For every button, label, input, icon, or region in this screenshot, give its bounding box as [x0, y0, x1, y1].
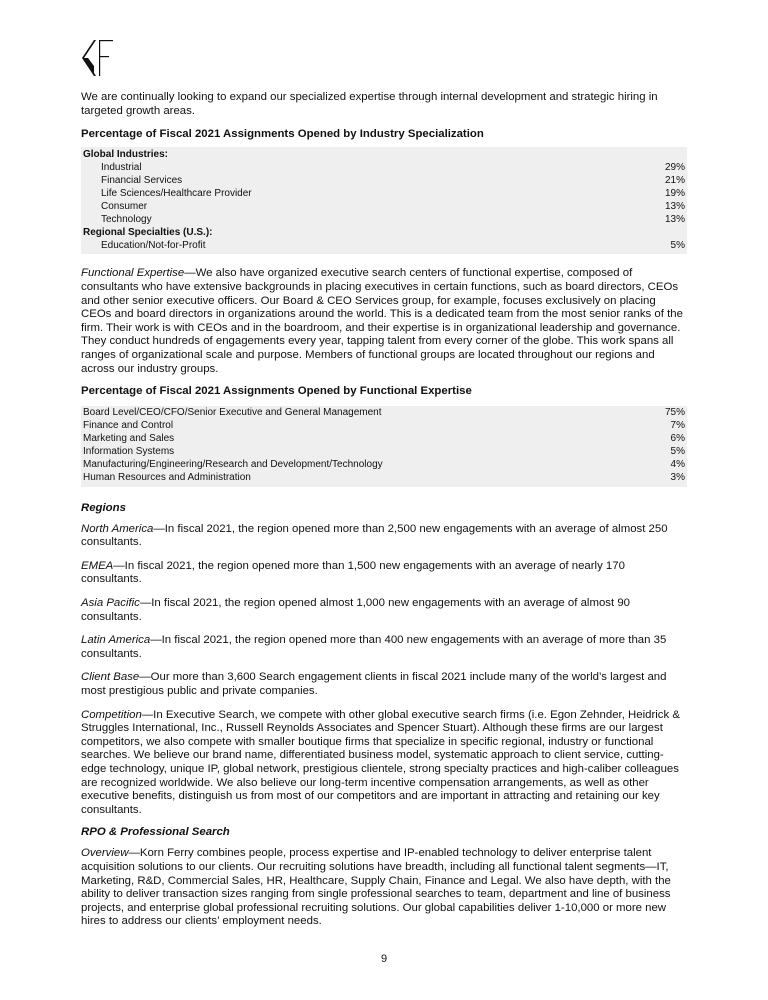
- table-row: Information Systems 5%: [83, 445, 685, 457]
- rpo-heading: RPO & Professional Search: [81, 826, 230, 839]
- global-industries-header: Global Industries:: [83, 149, 169, 161]
- table-row: Education/Not-for-Profit 5%: [101, 239, 685, 251]
- functional-table: [81, 406, 687, 486]
- table-row: Finance and Control 7%: [83, 420, 685, 432]
- region-paragraph-asia-pacific: Asia Pacific—In fiscal 2021, the region opened almost 1,000 new engagements with an average of almost 90 consultants.: [81, 597, 630, 623]
- region-paragraph-latin-america: Latin America—In fiscal 2021, the region opened more than 400 new engagements with an average of more than 35 consultants.: [81, 634, 667, 660]
- industry-table: [81, 147, 687, 254]
- competition-paragraph: Competition—In Executive Search, we compete with other global executive search firms (i.e. Egon Zehnder, Heidrick & Struggles International, Inc., Russell Reynolds Associates and Spencer Stuart). Although these firms are our largest competitors, we also compete with smaller boutique firms that specialize in specific regional, industry or functional searches. We believe our brand name, differentiated business model, systematic approach to client service, cutting-edge technology, unique IP, global network, prestigious clientele, strong specialty practices and high-caliber colleagues are recognized worldwide. We also believe our long-term incentive compensation arrangements, as well as other executive benefits, distinguish us from most of our competitors and are important in attracting and retaining our key consultants.: [81, 708, 680, 816]
- table-row: Technology 13%: [101, 213, 685, 225]
- table-row: Human Resources and Administration 3%: [83, 471, 685, 483]
- intro-paragraph: We are continually looking to expand our specialized expertise through internal development and strategic hiring in targeted growth areas.: [81, 91, 658, 117]
- table-row: Manufacturing/Engineering/Research and Development/Technology 4%: [83, 458, 685, 470]
- page-number: 9: [380, 953, 388, 965]
- rpo-overview-paragraph: Overview—Korn Ferry combines people, process expertise and IP-enabled technology to deliver enterprise talent acquisition solutions to our clients. Our recruiting solutions have breadth, including all functional talent segments—IT, Marketing, R&D, Commercial Sales, HR, Healthcare, Supply Chain, Finance and Legal. We also have depth, with the ability to deliver transaction sizes ranging from single professional searches to team, department and line of business projects, and enterprise global professional recruiting solutions. Our global capabilities deliver 1-10,000 or more new hires to address our clients’ employment needs.: [81, 847, 671, 928]
- regional-specialties-header: Regional Specialties (U.S.):: [83, 226, 213, 238]
- client-base-paragraph: Client Base—Our more than 3,600 Search engagement clients in fiscal 2021 include many of the world’s largest and most prestigious public and private companies.: [81, 671, 667, 697]
- functional-table-title: Percentage of Fiscal 2021 Assignments Opened by Functional Expertise: [81, 385, 472, 398]
- table-row: Industrial 29%: [101, 162, 685, 174]
- regions-heading: Regions: [81, 501, 126, 514]
- table-row: Life Sciences/Healthcare Provider 19%: [101, 187, 685, 199]
- region-paragraph-emea: EMEA—In fiscal 2021, the region opened more than 1,500 new engagements with an average of nearly 170 consultants.: [81, 559, 625, 586]
- page-content: [81, 91, 687, 929]
- table-row: Board Level/CEO/CFO/Senior Executive and General Management 75%: [83, 407, 685, 419]
- table-row: Marketing and Sales 6%: [83, 433, 685, 444]
- functional-expertise-paragraph: Functional Expertise—We also have organized executive search centers of functional expertise, composed of consultants who have extensive backgrounds in placing executives in certain functions, such as board directors, CEOs and other senior executive officers. Our Board & CEO Services group, for example, focuses exclusively on placing CEOs and board directors in organizations around the world. This is a dedicated team from the most senior ranks of the firm. Their work is with CEOs and in the boardroom, and their expertise is in organizational leadership and governance. They conduct hundreds of engagements every year, tapping talent from every corner of the globe. This work spans all ranges of organizational scale and purpose. Members of functional groups are located throughout our regions and across our industry groups.: [81, 267, 683, 375]
- industry-table-title: Percentage of Fiscal 2021 Assignments Opened by Industry Specialization: [81, 128, 484, 141]
- korn-ferry-logo: [81, 38, 115, 78]
- table-row: Financial Services 21%: [101, 175, 685, 186]
- region-paragraph-north-america: North America—In fiscal 2021, the region opened more than 2,500 new engagements with an average of almost 250 consultants.: [81, 522, 668, 549]
- table-row: Consumer 13%: [101, 200, 685, 212]
